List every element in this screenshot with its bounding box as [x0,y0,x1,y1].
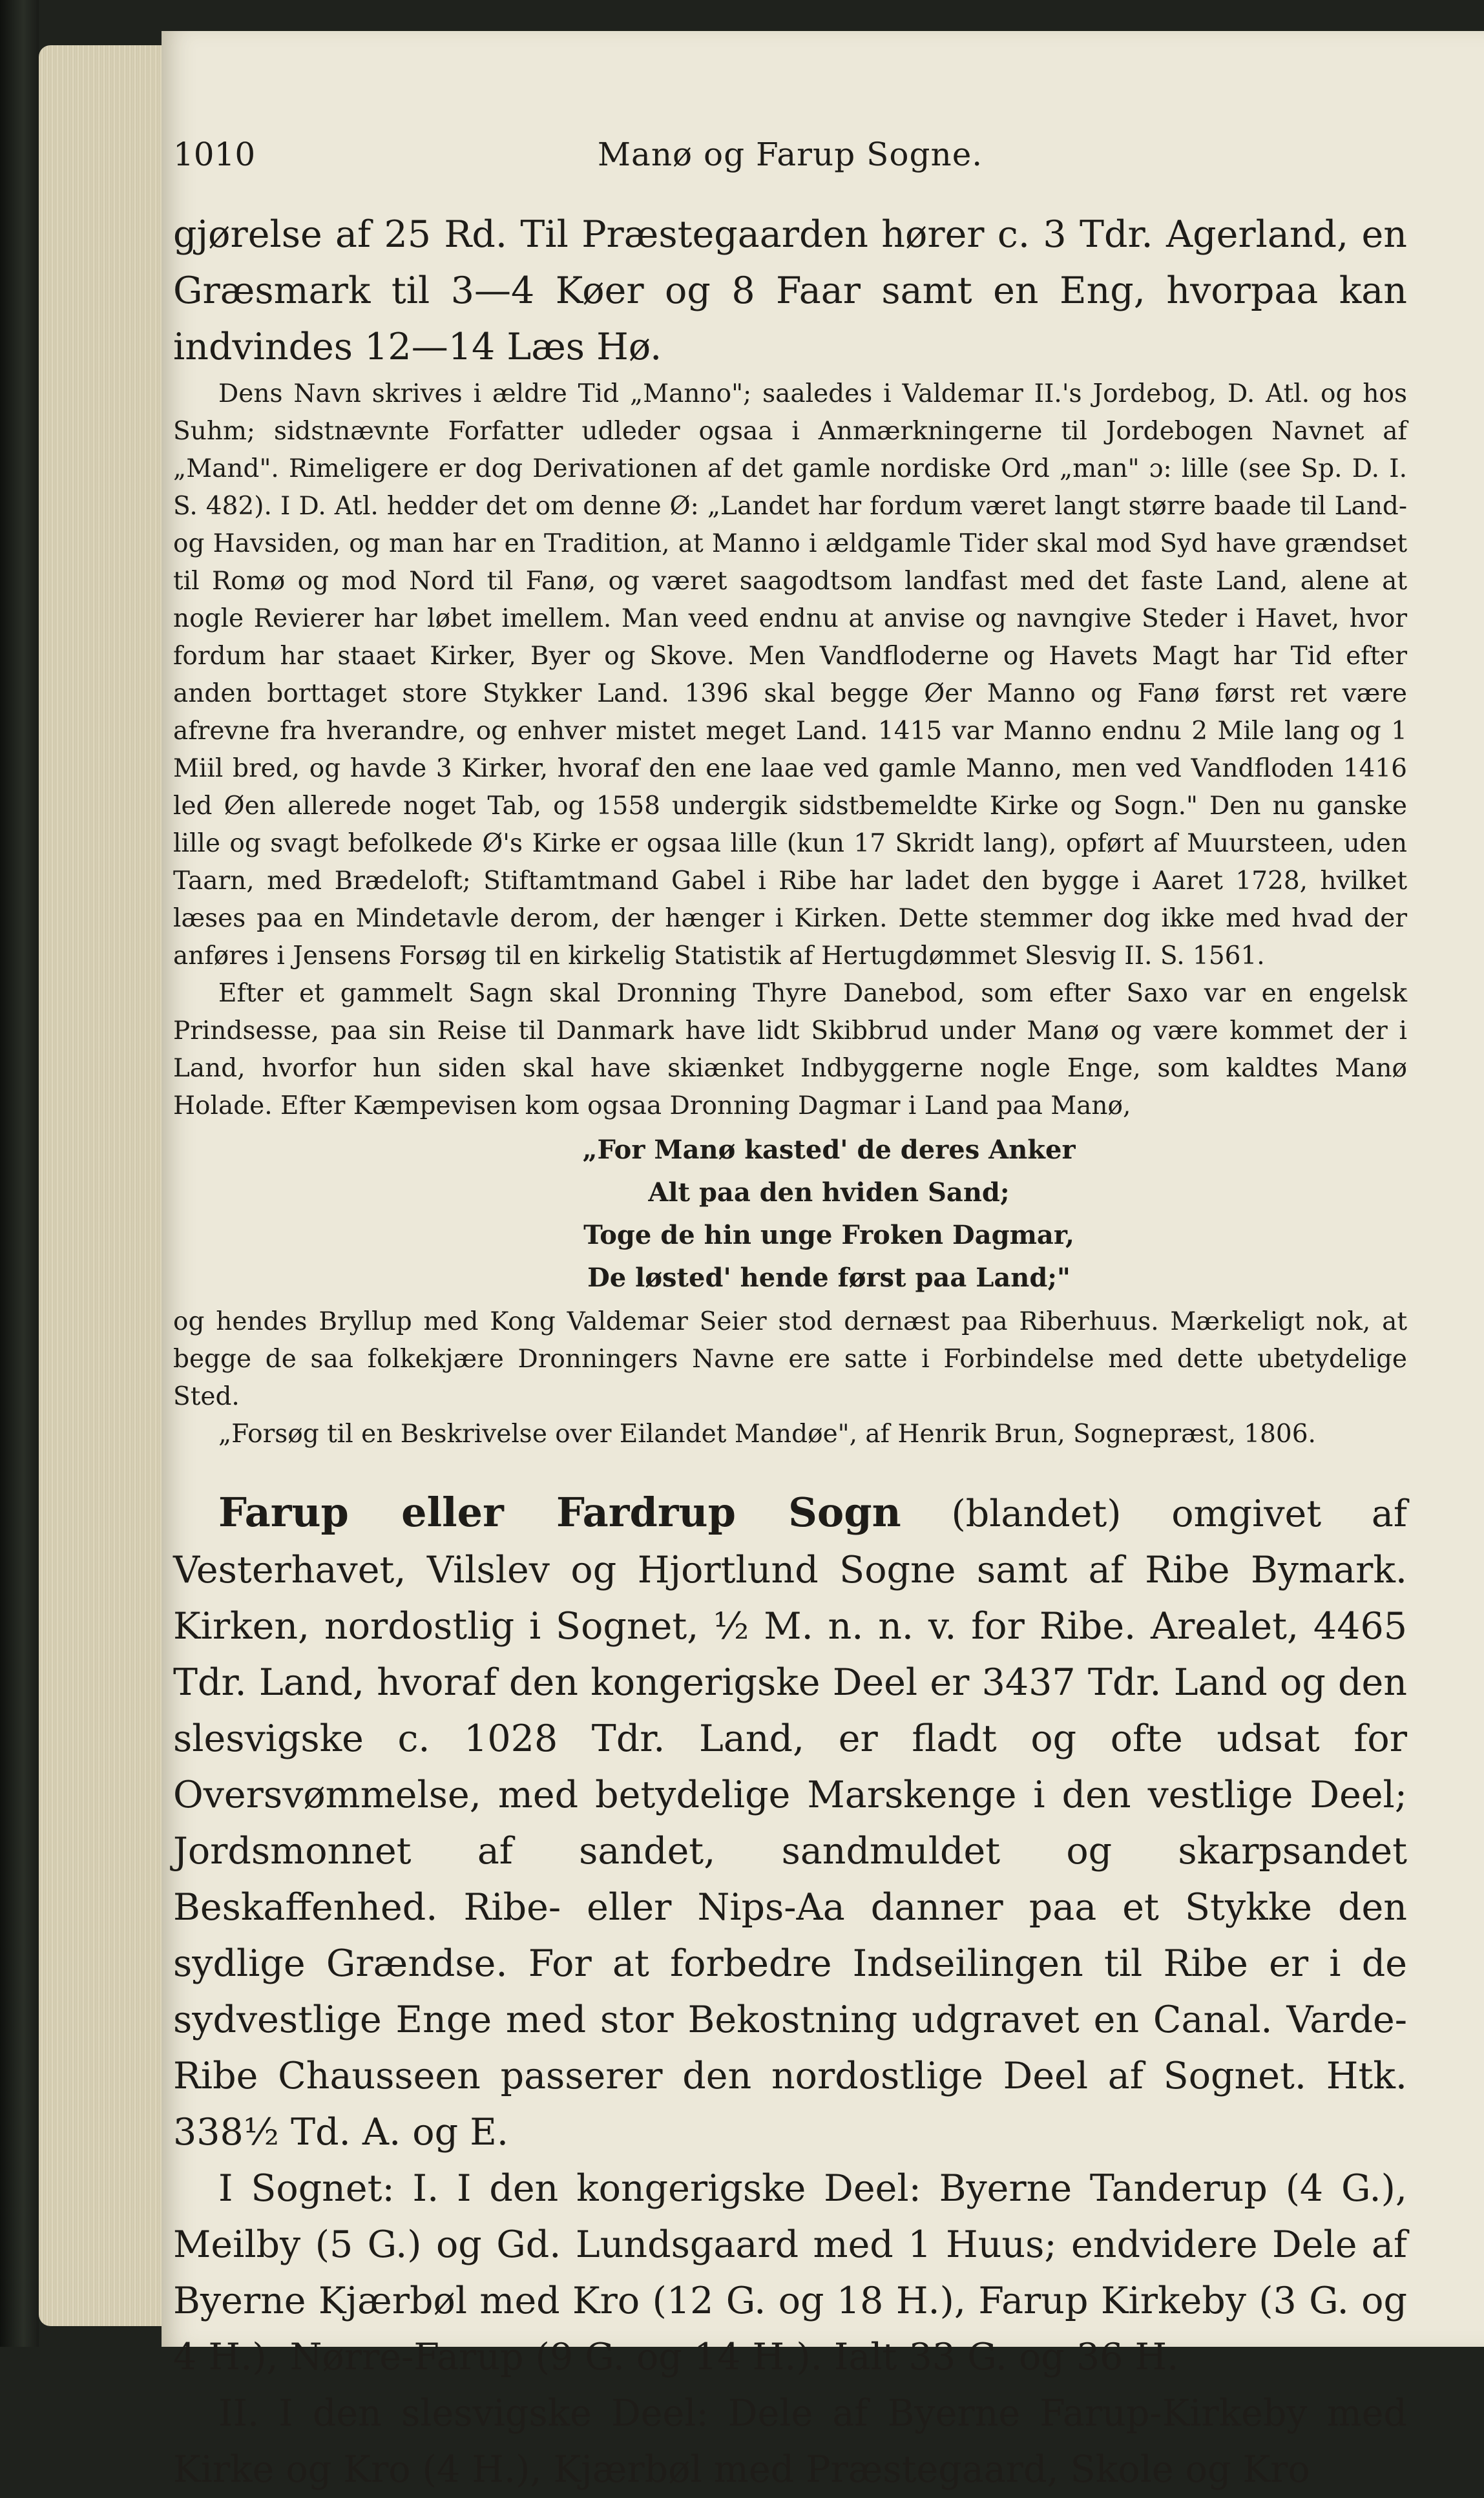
page-content [173,136,1407,2498]
farup-description: (blandet) omgivet af Vesterhavet, Vilslev og Hjortlund Sogne samt af Ribe Bymark. Kirken, nordostlig i Sognet, ½ M. n. n. v. for Ribe. Arealet, 4465 Tdr. Land, hvoraf den kongerigske Deel er 3437 Tdr. Land og den slesvigske c. 1028 Tdr. Land, er fladt og ofte udsat for Oversvømmelse, med betydelige Marskenge i den vestlige Deel; Jordsmonnet af sandet, sandmuldet og skarpsandet Beskaffenhed. Ribe- eller Nips-Aa danner paa et Stykke den sydlige Grændse. For at forbedre Indseilingen til Ribe er i de sydvestlige Enge med stor Bekostning udgravet en Canal. Varde-Ribe Chausseen passerer den nordostlige Deel af Sognet. Htk. 338½ Td. A. og E. [173,1493,1407,2154]
book-spine [0,0,39,2347]
paragraph-reference: „Forsøg til en Beskrivelse over Eilandet Mandøe", af Henrik Brun, Sognepræst, 1806. [218,1420,1316,1449]
paragraph-farup [173,1484,1407,2161]
running-header [173,136,1407,207]
paragraph-kingdom-part: I Sognet: I. I den kongerigske Deel: Byerne Tanderup (4 G.), Meilby (5 G.) og Gd. Lundsgaard med 1 Huus; endvidere Dele af Byerne Kjærbøl med Kro (12 G. og 18 H.), Farup Kirkeby (3 G. og 4 H.), Nørre-Farup (9 G. og 14 H.). Ialt 33 G. og 36 H. [173,2167,1407,2378]
verse-line: De løsted' hende først paa Land;" [587,1263,1071,1293]
paragraph-wedding: og hendes Bryllup med Kong Valdemar Seier stod dernæst paa Riberhuus. Mærkeligt nok, at begge de saa folkekjære Dronningers Navne ere satte i Forbindelse med dette ubetydelige Sted. [173,1307,1407,1411]
paragraph-name-history: Dens Navn skrives i ældre Tid „Manno"; saaledes i Valdemar II.'s Jordebog, D. Atl. og hos Suhm; sidstnævnte Forfatter udleder ogsaa i Anmærkningerne til Jordebogen Navnet af „Mand". Rimeligere er dog Derivationen af det gamle nordiske Ord „man" ɔ: lille (see Sp. D. I. S. 482). I D. Atl. hedder det om denne Ø: „Landet har fordum været langt større baade til Land- og Havsiden, og man har en Tradition, at Manno i ældgamle Tider skal mod Syd have grændset til Romø og mod Nord til Fanø, og været saagodtsom landfast med det faste Land, alene at nogle Revierer har løbet imellem. Man veed endnu at anvise og navngive Steder i Havet, hvor fordum har staaet Kirker, Byer og Skove. Men Vandfloderne og Havets Magt har Tid efter anden borttaget store Stykker Land. 1396 skal begge Øer Manno og Fanø først ret være afrevne fra hverandre, og enhver mistet meget Land. 1415 var Manno endnu 2 Mile lang og 1 Miil bred, og havde 3 Kirker, hvoraf den ene laae ved gamle Manno, men ved Vandfloden 1416 led Øen allerede noget Tab, og 1558 undergik sidstbemeldte Kirke og Sogn." Den nu ganske lille og svagt befolkede Ø's Kirke er ogsaa lille (kun 17 Skridt lang), opført af Muursteen, uden Taarn, med Brædeloft; Stiftamtmand Gabel i Ribe har ladet den bygge i Aaret 1728, hvilket læses paa en Mindetavle derom, der hænger i Kirken. Dette stemmer dog ikke med hvad der anføres i Jensens Forsøg til en kirkelig Statistik af Hertugdømmet Slesvig II. S. 1561. [173,379,1407,971]
running-title: Manø og Farup Sogne. [597,136,983,173]
paragraph-legend: Efter et gammelt Sagn skal Dronning Thyre Danebod, som efter Saxo var en engelsk Prindsesse, paa sin Reise til Danmark have lidt Skibbrud under Manø og være kommet der i Land, hvorfor hun siden skal have skiænket Indbyggerne nogle Enge, som kaldtes Manø Holade. Efter Kæmpevisen kom ogsaa Dronning Dagmar i Land paa Manø, [173,979,1407,1120]
page-number: 1010 [173,136,256,173]
verse-line: Alt paa den hviden Sand; [648,1177,1010,1208]
parish-heading: Farup eller Fardrup Sogn [218,1489,901,1536]
page-edges [39,45,168,2326]
paragraph-schleswig-part: II. I den slesvigske Deel: Dele af Byerne Farup-Kirkeby med Kirke og Kro (4 H.), Kjærbøl med Præstegaard, Skole og Kro [173,2392,1407,2491]
paragraph-glebe: gjørelse af 25 Rd. Til Præstegaarden hører c. 3 Tdr. Agerland, en Græsmark til 3—4 Køer og 8 Faar samt en Eng, hvorpaa kan indvindes 12—14 Læs Hø. [173,213,1407,368]
verse-line: Toge de hin unge Froken Dagmar, [583,1220,1074,1250]
verse-line: „For Manø kasted' de deres Anker [582,1135,1076,1165]
ballad-verse [173,1129,1407,1299]
